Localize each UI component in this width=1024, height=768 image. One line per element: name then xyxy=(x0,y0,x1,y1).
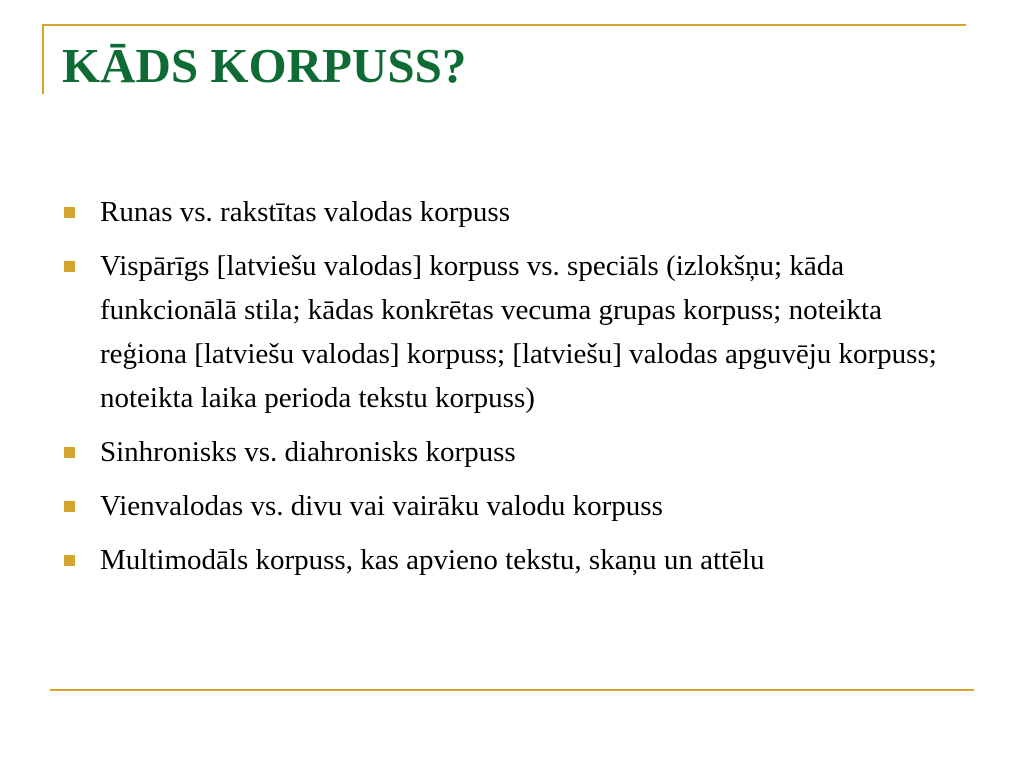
bullet-text: Vispārīgs [latviešu valodas] korpuss vs. speciāls (izlokšņu; kāda funkcionālā stila; kādas konkrētas vecuma grupas korpuss; noteikta reģiona [latviešu valodas] korpuss; [latviešu] valodas apguvēju korpuss; noteikta laika perioda tekstu korpuss) xyxy=(100,250,937,414)
frame-left-line xyxy=(42,24,44,94)
slide-title: KĀDS KORPUSS? xyxy=(62,38,467,93)
bullet-item-synchronic-diachronic xyxy=(60,430,970,474)
bullet-item-monolingual-multilingual xyxy=(60,484,970,528)
bullet-item-spoken-written xyxy=(60,190,970,234)
square-bullet-icon xyxy=(64,207,75,218)
bullet-text: Multimodāls korpuss, kas apvieno tekstu, skaņu un attēlu xyxy=(100,544,765,576)
bullet-item-multimodal xyxy=(60,538,970,582)
square-bullet-icon xyxy=(64,555,75,566)
frame-bottom-line xyxy=(50,689,974,691)
bullet-text: Runas vs. rakstītas valodas korpuss xyxy=(100,196,510,228)
square-bullet-icon xyxy=(64,447,75,458)
bullet-text: Vienvalodas vs. divu vai vairāku valodu korpuss xyxy=(100,490,663,522)
square-bullet-icon xyxy=(64,261,75,272)
bullet-list xyxy=(60,190,970,592)
frame-top-line xyxy=(42,24,966,26)
square-bullet-icon xyxy=(64,501,75,512)
bullet-text: Sinhronisks vs. diahronisks korpuss xyxy=(100,436,516,468)
bullet-item-general-special xyxy=(60,244,970,420)
